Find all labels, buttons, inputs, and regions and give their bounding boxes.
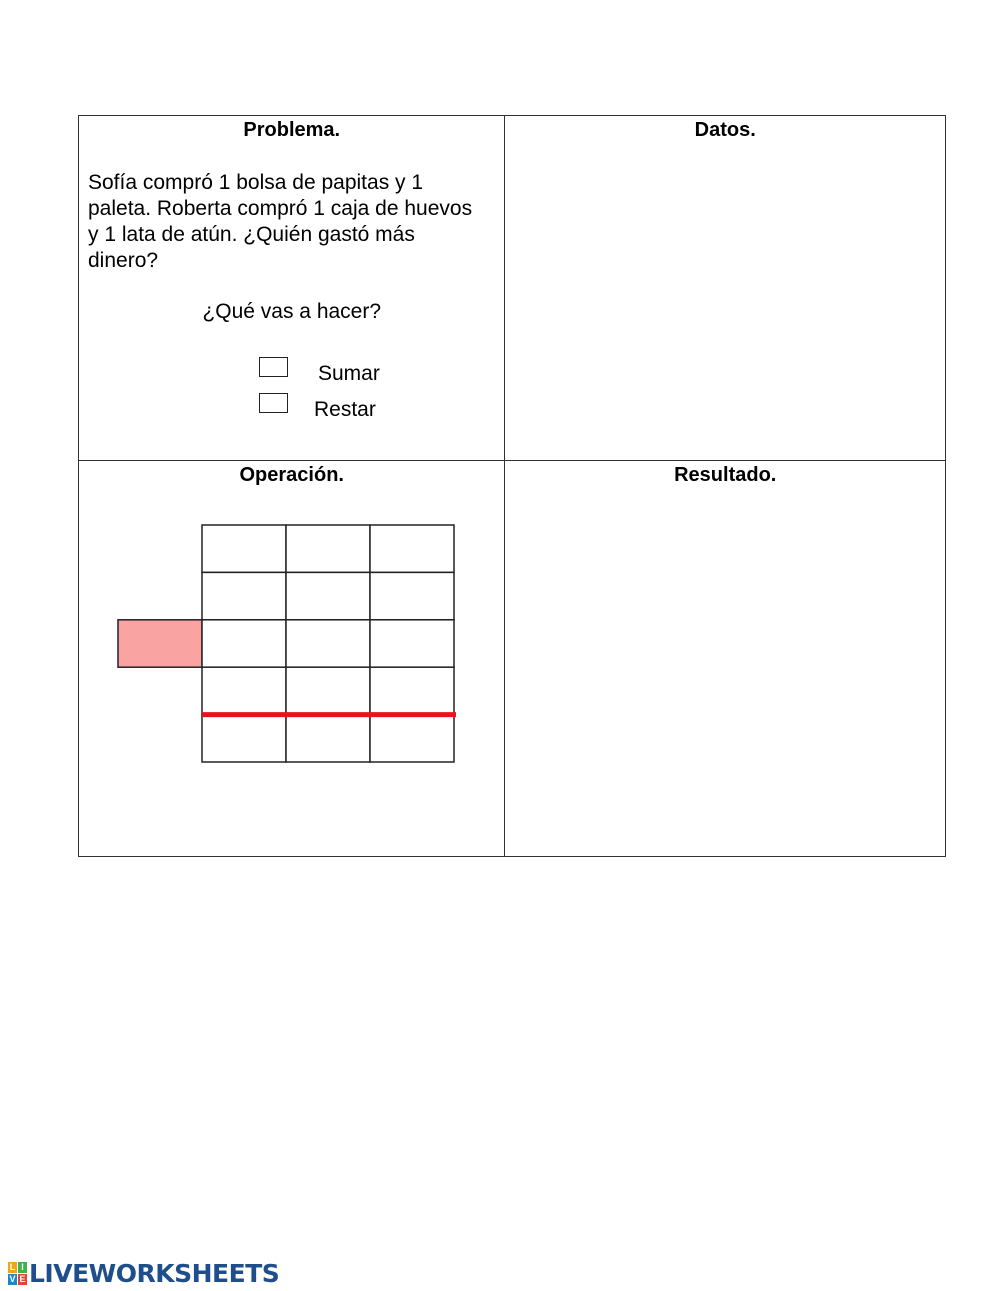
operation-heading: Operación. (239, 464, 344, 487)
problem-cell (79, 116, 505, 461)
option-restar[interactable] (259, 383, 376, 422)
grid-cell-r2-c3[interactable] (370, 573, 454, 620)
grid-cell-r2-c1[interactable] (202, 573, 286, 620)
option-sumar[interactable] (259, 348, 380, 386)
grid-cell-r2-c2[interactable] (286, 573, 370, 620)
grid-cell-r3-c1[interactable] (202, 620, 286, 667)
logo-block-v: V (9, 1274, 16, 1284)
grid-cell-r3-c2[interactable] (286, 620, 370, 667)
grid-cell-r1-c2[interactable] (286, 525, 370, 572)
question-text: ¿Qué vas a hacer? (202, 300, 382, 323)
grid-cell-r4-c1[interactable] (202, 668, 286, 715)
logo-block-e: E (19, 1274, 26, 1284)
sumar-label: Sumar (318, 362, 380, 385)
grid-cell-r4-c3[interactable] (370, 668, 454, 715)
grid-cell-r5-c2[interactable] (286, 715, 370, 762)
result-heading: Resultado. (674, 464, 777, 487)
problem-text: Sofía compró 1 bolsa de papitas y 1 paleta. Roberta compró 1 caja de huevos y 1 lata de atún. ¿Quién gastó más dinero? (88, 171, 473, 272)
logo-text: LIVEWORKSHEETS (29, 1259, 280, 1288)
grid-cell-r3-c3[interactable] (370, 620, 454, 667)
restar-checkbox[interactable] (259, 393, 288, 413)
logo-block-i: I (18, 1262, 27, 1273)
restar-label: Restar (314, 398, 376, 421)
grid-cell-r1-c1[interactable] (202, 525, 286, 572)
operation-cell (79, 461, 505, 857)
logo-block-l: L (9, 1262, 16, 1272)
grid-cell-r4-c2[interactable] (286, 668, 370, 715)
logo-blocks-icon (8, 1262, 27, 1285)
grid-cell-r5-c3[interactable] (370, 715, 454, 762)
grid-cell-r1-c3[interactable] (370, 525, 454, 572)
worksheet-table (78, 115, 946, 857)
grid-cell-r5-c1[interactable] (202, 715, 286, 762)
liveworksheets-logo (8, 1259, 279, 1288)
operation-grid (117, 523, 497, 773)
result-cell[interactable] (505, 461, 946, 857)
operator-box[interactable] (118, 620, 202, 667)
problem-heading: Problema. (243, 119, 341, 141)
data-heading: Datos. (694, 119, 756, 141)
sumar-checkbox[interactable] (259, 357, 288, 377)
data-cell[interactable] (505, 116, 946, 461)
